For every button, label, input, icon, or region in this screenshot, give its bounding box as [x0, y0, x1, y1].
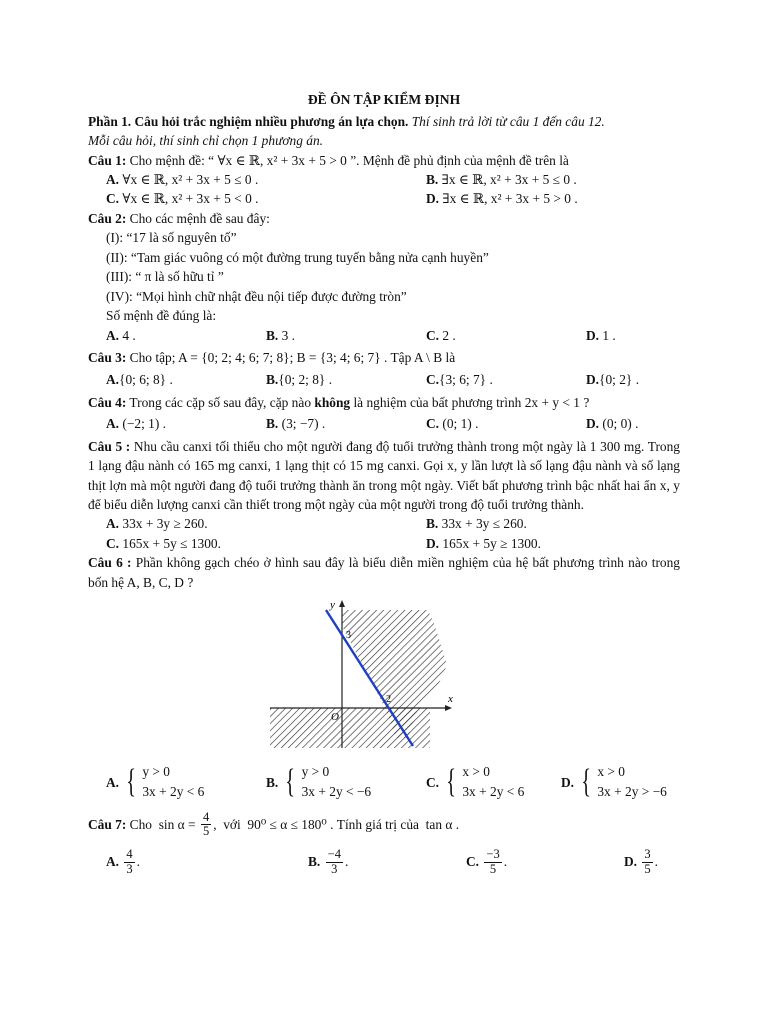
- question-3-options: [88, 370, 680, 389]
- question-stem: , với 90⁰ ≤ α ≤ 180⁰ . Tính giá trị của tan α .: [213, 817, 460, 833]
- option-letter: A.: [106, 854, 120, 870]
- question-2-ask: Số mệnh đề đúng là:: [106, 308, 217, 324]
- option-letter: C.: [426, 372, 440, 388]
- fraction: [642, 848, 652, 875]
- option-a: [88, 370, 248, 389]
- option-c: [408, 762, 543, 804]
- question-stem: Cho mệnh đề: “ ∀x ∈ ℝ, x² + 3x + 5 > 0 ”. Mệnh đề phủ định của mệnh đề trên là: [126, 152, 569, 168]
- option-letter: B.: [266, 774, 279, 790]
- question-3: [88, 348, 680, 367]
- inequality-1: y > 0: [301, 763, 330, 779]
- option-letter: A.: [106, 327, 120, 343]
- option-text: 1 .: [599, 327, 616, 343]
- option-d: [568, 370, 680, 389]
- x-axis-arrow: [445, 705, 452, 711]
- option-b: [408, 170, 680, 189]
- y-intercept-label: 3: [346, 630, 351, 642]
- fraction-numerator: −3: [486, 847, 500, 862]
- option-letter: A.: [106, 372, 120, 388]
- option-a: A. $\frac{4}{3}$ .: [106, 847, 140, 876]
- option-text: ∃x ∈ ℝ, x² + 3x + 5 ≤ 0 .: [438, 172, 577, 188]
- option-b: [248, 414, 408, 433]
- system-rows: [142, 762, 204, 804]
- system-rows: [302, 762, 372, 804]
- inequality-1: x > 0: [462, 763, 490, 779]
- part1-instruction: Thí sinh trả lời từ câu 1 đến câu 12.: [408, 113, 605, 129]
- inequality-1: y > 0: [142, 763, 170, 779]
- option-text: {0; 2; 8} .: [278, 372, 333, 388]
- option-a: [88, 414, 248, 433]
- fraction: [201, 811, 211, 838]
- question-stem: Cho các mệnh đề sau đây:: [126, 210, 270, 226]
- fraction: [326, 848, 343, 875]
- x-axis-label: x: [448, 693, 453, 706]
- option-c: [88, 189, 408, 208]
- question-stem: Cho sin α =: [126, 817, 199, 833]
- option-letter: C.: [426, 416, 440, 432]
- statement-1: (I): “17 là số nguyên tố”: [106, 230, 237, 246]
- option-d: [543, 762, 680, 804]
- option-text: {0; 6; 8} .: [119, 372, 173, 388]
- question-label: Câu 2:: [88, 210, 127, 226]
- option-letter: B.: [266, 372, 279, 388]
- question-stem: Trong các cặp số sau đây, cặp nào: [126, 394, 315, 410]
- option-letter: C.: [466, 854, 480, 870]
- inequality-2: 3x + 2y > −6: [597, 784, 667, 800]
- brace-icon: {: [285, 763, 296, 801]
- fraction-denominator: 3: [126, 861, 133, 876]
- part1-instruction-2: Mỗi câu hỏi, thí sinh chỉ chọn 1 phương án.: [88, 133, 324, 149]
- option-d: [568, 326, 680, 345]
- option-text: {3; 6; 7} .: [439, 372, 493, 388]
- option-letter: D.: [586, 372, 600, 388]
- option-letter: D.: [586, 416, 600, 432]
- inequality-2: 3x + 2y < 6: [142, 784, 205, 800]
- fraction-denominator: 5: [489, 861, 497, 876]
- question-5-options: [88, 514, 680, 553]
- option-a: [88, 170, 408, 189]
- option-b: [248, 762, 408, 804]
- option-text: ∀x ∈ ℝ, x² + 3x + 5 ≤ 0 .: [119, 172, 259, 188]
- part1-header: [88, 112, 680, 131]
- question-7-options: [88, 848, 680, 875]
- question-4-options: [88, 414, 680, 433]
- question-2: [88, 209, 680, 228]
- option-c: [408, 326, 568, 345]
- option-c: [408, 370, 568, 389]
- origin-label: O: [331, 711, 339, 724]
- question-label: Câu 5 :: [88, 438, 131, 454]
- question-label: Câu 3:: [88, 349, 127, 365]
- brace-icon: {: [446, 763, 457, 801]
- question-5: [88, 437, 680, 515]
- option-b: [248, 326, 408, 345]
- part1-heading: Phần 1. Câu hỏi trắc nghiệm nhiều phương án lựa chọn.: [88, 113, 409, 129]
- option-letter: D.: [426, 535, 440, 551]
- option-letter: C.: [106, 535, 120, 551]
- question-label: Câu 1:: [88, 152, 127, 168]
- question-stem: là nghiệm của bất phương trình 2x + y < 1 ?: [350, 394, 590, 410]
- question-stem: Nhu cầu canxi tối thiểu cho một người đang độ tuổi trưởng thành trong một ngày là 1 300 mg. Trong 1 lạng đậu nành có 165 mg canxi, 1 lạng thịt có 15 mg canxi. Gọi x, y lần lượt là số lạng đậu nành và số lạng thịt lợn mà một người đang độ tuổi trưởng thành ăn trong một ngày. Viết bất phương trình bậc nhất hai ẩn x, y để biểu diễn lượng canxi cần thiết trong một ngày của một người trong độ tuổi trưởng thành.: [88, 438, 680, 513]
- option-a: [88, 514, 408, 533]
- option-letter: C.: [426, 327, 440, 343]
- option-letter: B.: [308, 854, 321, 870]
- option-text: ∀x ∈ ℝ, x² + 3x + 5 < 0 .: [119, 191, 259, 207]
- page-title: ĐỀ ÔN TẬP KIỂM ĐỊNH: [307, 92, 461, 107]
- exam-page: [88, 90, 680, 876]
- x-intercept-label: 2: [386, 694, 391, 706]
- question-6: [88, 553, 680, 592]
- solution-region-figure: [268, 598, 458, 750]
- option-a: [88, 326, 248, 345]
- system-rows: [462, 762, 524, 804]
- question-4: [88, 393, 680, 412]
- y-axis-label: y: [330, 599, 335, 612]
- option-letter: A.: [106, 172, 120, 188]
- brace-icon: {: [126, 763, 137, 801]
- question-label: Câu 7:: [88, 817, 127, 833]
- question-stem-emphasis: không: [314, 394, 351, 410]
- option-text: 165x + 5y ≥ 1300.: [439, 535, 541, 551]
- inequality-2: 3x + 2y < 6: [462, 784, 525, 800]
- fraction: [484, 848, 501, 875]
- option-letter: A.: [106, 516, 120, 532]
- inequality-1: x > 0: [597, 763, 625, 779]
- statement-3: (III): “ π là số hữu tỉ ”: [106, 269, 224, 285]
- fraction-denominator: 5: [202, 824, 210, 839]
- option-letter: B.: [266, 416, 279, 432]
- option-d: [408, 534, 680, 553]
- fraction-numerator: 4: [126, 847, 133, 862]
- option-text: (0; 0) .: [599, 416, 639, 432]
- option-text: ∃x ∈ ℝ, x² + 3x + 5 > 0 .: [439, 191, 578, 207]
- fraction-numerator: −4: [327, 847, 341, 862]
- question-label: Câu 4:: [88, 394, 127, 410]
- option-letter: B.: [426, 516, 439, 532]
- brace-icon: {: [581, 763, 592, 801]
- option-text: (−2; 1) .: [119, 416, 167, 432]
- question-2-options: [88, 326, 680, 345]
- option-b: [248, 370, 408, 389]
- fraction-numerator: 4: [202, 810, 210, 825]
- question-label: Câu 6 :: [88, 555, 132, 571]
- option-text: 2 .: [439, 327, 456, 343]
- statement-2: (II): “Tam giác vuông có một đường trung tuyến bằng nửa cạnh huyền”: [106, 249, 489, 265]
- option-letter: B.: [266, 327, 279, 343]
- option-c: [408, 414, 568, 433]
- option-text: {0; 2} .: [599, 372, 640, 388]
- option-text: 4 .: [119, 327, 136, 343]
- y-axis-arrow: [339, 600, 345, 607]
- option-letter: D.: [586, 327, 600, 343]
- option-letter: D.: [426, 191, 440, 207]
- option-text: 165x + 5y ≤ 1300.: [119, 535, 221, 551]
- option-letter: A.: [106, 416, 120, 432]
- question-1: [88, 151, 680, 170]
- option-c: [88, 534, 408, 553]
- option-text: (0; 1) .: [439, 416, 479, 432]
- question-7: [88, 811, 680, 838]
- option-letter: C.: [106, 191, 120, 207]
- question-1-options: [88, 170, 680, 209]
- option-b: B. $\frac{-4}{3}$ .: [308, 847, 349, 876]
- question-stem: Phần không gạch chéo ở hình sau đây là biểu diễn miền nghiệm của hệ bất phương trình nào trong bốn hệ A, B, C, D ?: [88, 555, 680, 590]
- option-letter: D.: [561, 774, 575, 790]
- question-stem: Cho tập; A = {0; 2; 4; 6; 7; 8}; B = {3; 4; 6; 7} . Tập A \ B là: [126, 349, 456, 365]
- option-text: 33x + 3y ≥ 260.: [119, 516, 208, 532]
- option-letter: B.: [426, 172, 439, 188]
- option-text: 3 .: [278, 327, 296, 343]
- option-text: (3; −7) .: [278, 416, 326, 432]
- option-d: D. $\frac{3}{5}$ .: [624, 847, 658, 876]
- fraction-denominator: 5: [644, 861, 651, 876]
- option-letter: D.: [624, 854, 638, 870]
- option-d: [568, 414, 680, 433]
- question-6-options: [88, 762, 680, 804]
- option-text: 33x + 3y ≤ 260.: [438, 516, 527, 532]
- option-b: [408, 514, 680, 533]
- system-rows: [597, 762, 667, 804]
- option-letter: A.: [106, 774, 120, 790]
- fraction-numerator: 3: [644, 847, 651, 862]
- option-a: [88, 762, 248, 804]
- fraction-denominator: 3: [331, 861, 338, 876]
- option-c: C. $\frac{-3}{5}$ .: [466, 847, 508, 876]
- option-letter: C.: [426, 774, 440, 790]
- option-d: [408, 189, 680, 208]
- fraction: [124, 848, 134, 875]
- inequality-2: 3x + 2y < −6: [301, 784, 372, 800]
- statement-4: (IV): “Mọi hình chữ nhật đều nội tiếp được đường tròn”: [106, 288, 407, 304]
